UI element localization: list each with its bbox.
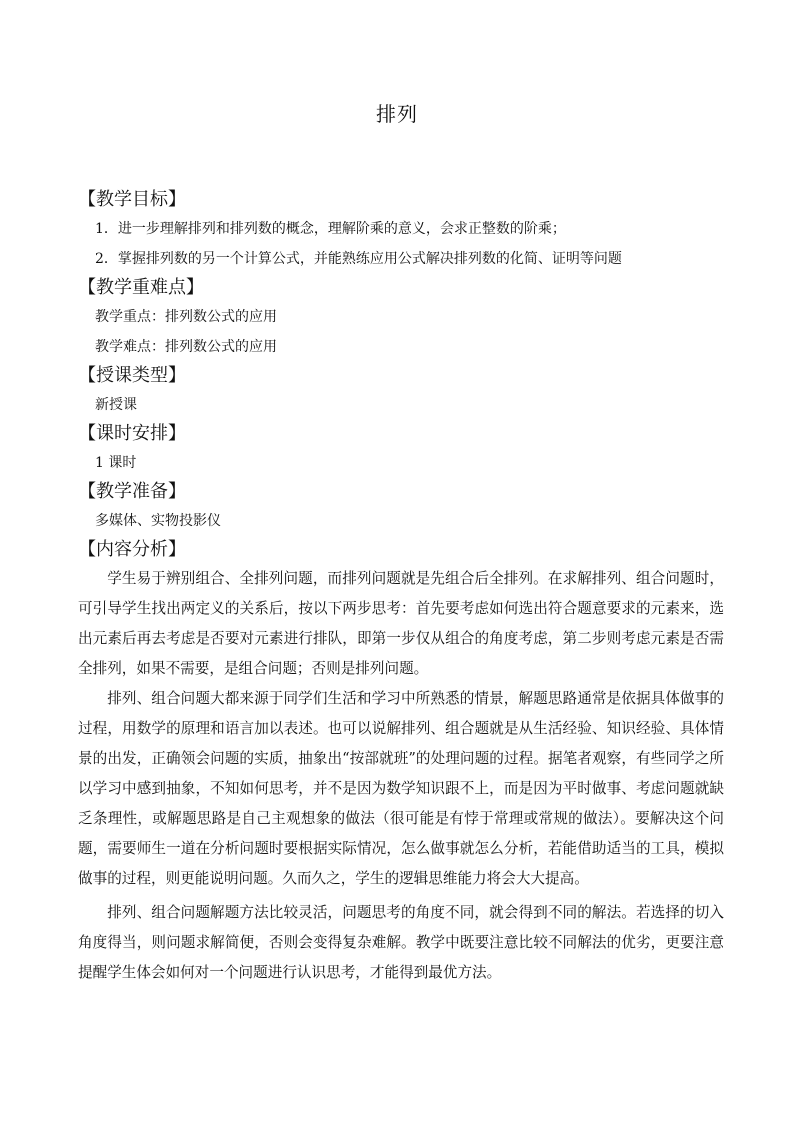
- section-lesson-type: [78, 362, 724, 420]
- analysis-paragraph: 排列、组合问题大都来源于同学们生活和学习中所熟悉的情景，解题思路通常是依据具体做事的过程，用数学的原理和语言加以表述。也可以说解排列、组合题就是从生活经验、知识经验、具体情景的出发，正确领会问题的实质，抽象出“按部就班”的处理问题的过程。据笔者观察，有些同学之所以学习中感到抽象，不知如何思考，并不是因为数学知识跟不上，而是因为平时做事、考虑问题就缺乏条理性，或解题思路是自己主观想象的做法（很可能是有悖于常理或常规的做法）。要解决这个问题，需要师生一道在分析问题时要根据实际情况，怎么做事就怎么分析，若能借助适当的工具，模拟做事的过程，则更能说明问题。久而久之，学生的逻辑思维能力将会大大提高。: [78, 690, 724, 887]
- goal-item: 1．进一步理解排列和排列数的概念，理解阶乘的意义，会求正整数的阶乘；: [95, 221, 566, 237]
- section-teaching-goals: [78, 186, 724, 274]
- goal-item: 2．掌握排列数的另一个计算公式，并能熟练应用公式解决排列数的化简、证明等问题: [95, 251, 622, 267]
- lesson-type-item: 新授课: [95, 397, 137, 413]
- difficulty-item: 教学难点：排列数公式的应用: [95, 339, 277, 355]
- document-title: 排列: [376, 102, 418, 126]
- section-heading: 【课时安排】: [78, 423, 186, 444]
- section-key-points: [78, 274, 724, 362]
- section-heading: 【内容分析】: [78, 539, 186, 560]
- analysis-paragraph: 排列、组合问题解题方法比较灵活，问题思考的角度不同，就会得到不同的解法。若选择的切入角度得当，则问题求解简便，否则会变得复杂难解。教学中既要注意比较不同解法的优劣，更要注意提醒学生体会如何对一个问题进行认识思考，才能得到最优方法。: [78, 904, 724, 981]
- section-heading: 【教学目标】: [78, 189, 186, 210]
- analysis-paragraph: 学生易于辨别组合、全排列问题，而排列问题就是先组合后全排列。在求解排列、组合问题时，可引导学生找出两定义的关系后，按以下两步思考：首先要考虑如何选出符合题意要求的元素来，选出元素后再去考虑是否要对元素进行排队，即第一步仅从组合的角度考虑，第二步则考虑元素是否需全排列，如果不需要，是组合问题；否则是排列问题。: [78, 570, 724, 677]
- section-heading: 【教学重难点】: [78, 277, 204, 298]
- preparation-item: 多媒体、实物投影仪: [95, 513, 221, 529]
- section-schedule: [78, 420, 724, 478]
- section-preparation: [78, 478, 724, 536]
- section-content-analysis: [78, 536, 724, 988]
- key-point-item: 教学重点：排列数公式的应用: [95, 309, 277, 325]
- schedule-item: 1 课时: [95, 455, 137, 471]
- section-heading: 【授课类型】: [78, 365, 186, 386]
- document-body: [78, 186, 724, 988]
- section-heading: 【教学准备】: [78, 481, 186, 502]
